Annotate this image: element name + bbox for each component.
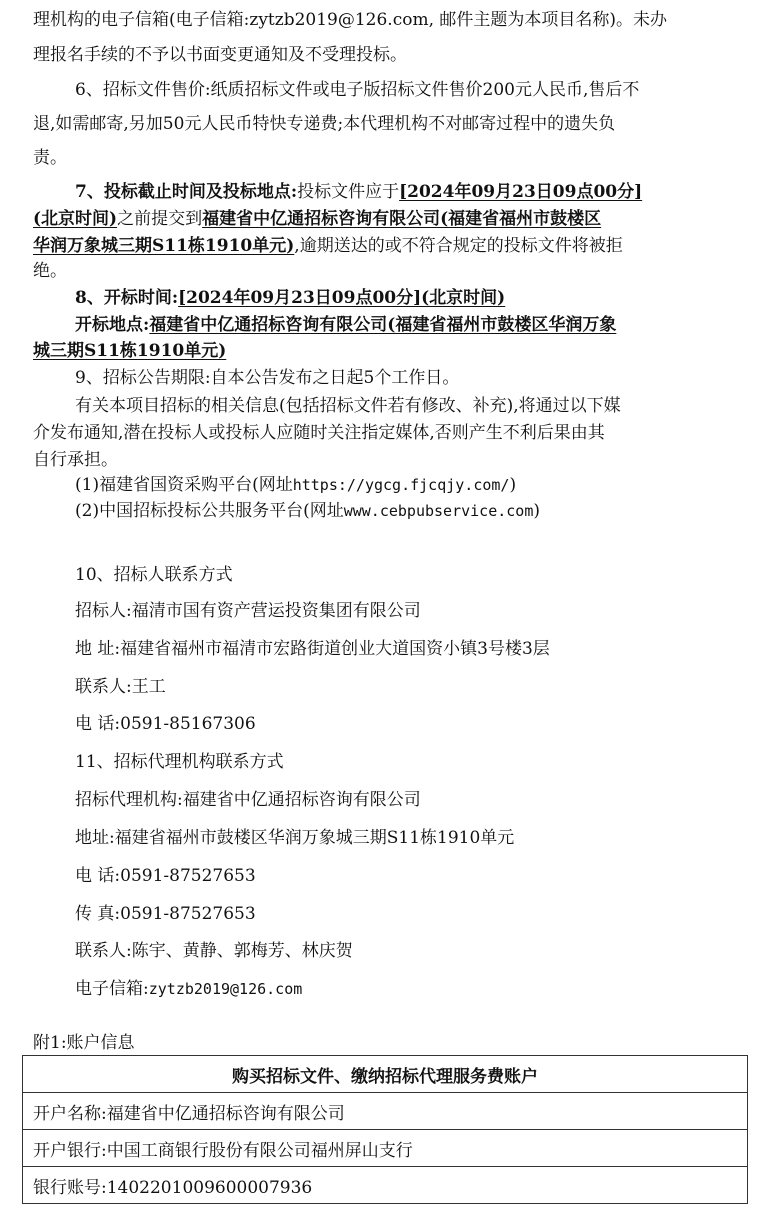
section-8-line3 [33, 339, 226, 363]
section-6-line1: 6、招标文件售价:纸质招标文件或电子版招标文件售价200元人民币,售后不 [75, 80, 640, 100]
account-table [22, 1055, 748, 1204]
table-row [23, 1130, 748, 1167]
opening-place-part2: 城三期S11栋1910单元) [33, 341, 227, 361]
opening-place-part1: 福建省中亿通招标咨询有限公司(福建省福州市鼓楼区华润万象 [149, 315, 617, 335]
agency: 招标代理机构:福建省中亿通招标咨询有限公司 [75, 790, 421, 810]
section-9-line2: 有关本项目招标的相关信息(包括招标文件若有修改、补充),将通过以下媒 [75, 396, 621, 416]
tenderer-address: 地 址:福建省福州市福清市宏路街道创业大道国资小镇3号楼3层 [75, 639, 550, 659]
section-7-line1 [75, 180, 642, 204]
section-7-mid: 之前提交到 [117, 209, 203, 229]
section-7-line3 [33, 234, 623, 258]
section-7-tail: ,逾期送达的或不符合规定的投标文件将被拒 [294, 236, 623, 256]
media-2-url: www.cebpubservice.com [343, 502, 534, 520]
agency-contact: 联系人:陈宇、黄静、郭梅芳、林庆贺 [75, 941, 353, 961]
account-table-header: 购买招标文件、缴纳招标代理服务费账户 [23, 1056, 748, 1093]
opening-place-label: 开标地点: [75, 315, 150, 335]
section-9-line3: 介发布通知,潜在投标人或投标人应随时关注指定媒体,否则产生不利后果由其 [33, 423, 605, 443]
section-11-title: 11、招标代理机构联系方式 [75, 752, 284, 772]
section-8-line2 [75, 313, 616, 337]
section-7-label: 7、投标截止时间及投标地点: [75, 182, 298, 202]
account-name: 开户名称:福建省中亿通招标咨询有限公司 [23, 1093, 748, 1130]
bid-place-part1: 福建省中亿通招标咨询有限公司(福建省福州市鼓楼区 [202, 209, 602, 229]
bid-deadline: [2024年09月23日09点00分] [399, 182, 643, 202]
media-item-1 [75, 473, 516, 497]
agency-email-label: 电子信箱: [75, 979, 149, 999]
paragraph-continued-line2: 理报名手续的不予以书面变更通知及不受理投标。 [33, 45, 407, 65]
account-bank: 开户银行:中国工商银行股份有限公司福州屏山支行 [23, 1130, 748, 1167]
section-7-text: 投标文件应于 [297, 182, 400, 202]
agency-fax: 传 真:0591-87527653 [75, 904, 256, 924]
section-10-title: 10、招标人联系方式 [75, 565, 233, 585]
opening-time: [2024年09月23日09点00分](北京时间) [178, 288, 506, 308]
tenderer-contact: 联系人:王工 [75, 677, 166, 697]
table-row [23, 1056, 748, 1093]
section-7-line2 [33, 207, 601, 231]
section-9-line4: 自行承担。 [33, 450, 118, 470]
media-2-label: (2)中国招标投标公共服务平台(网址 [75, 501, 344, 521]
agency-phone: 电 话:0591-87527653 [75, 866, 256, 886]
media-item-2 [75, 499, 540, 523]
section-7-line4: 绝。 [33, 261, 67, 281]
tenderer: 招标人:福清市国有资产营运投资集团有限公司 [75, 601, 421, 621]
table-row [23, 1093, 748, 1130]
section-8-label: 8、开标时间: [75, 288, 179, 308]
tenderer-phone: 电 话:0591-85167306 [75, 714, 256, 734]
agency-email-address: zytzb2019@126.com [148, 980, 303, 998]
paragraph-continued-line1: 理机构的电子信箱(电子信箱:zytzb2019@126.com, 邮件主题为本项目名称)。未办 [33, 10, 668, 30]
agency-address: 地址:福建省福州市鼓楼区华润万象城三期S11栋1910单元 [75, 828, 515, 848]
table-row [23, 1167, 748, 1204]
section-8-line1 [75, 286, 505, 310]
media-2-end: ) [533, 501, 541, 521]
account-number: 银行账号:1402201009600007936 [23, 1167, 748, 1204]
section-6-line2: 退,如需邮寄,另加50元人民币特快专递费;本代理机构不对邮寄过程中的遗失负 [33, 114, 616, 134]
appendix-title: 附1:账户信息 [33, 1033, 135, 1053]
beijing-time: (北京时间) [33, 209, 118, 229]
section-6-line3: 责。 [33, 148, 67, 168]
media-1-url: https://ygcg.fjcqjy.com/ [292, 476, 510, 494]
media-1-end: ) [509, 475, 517, 495]
media-1-label: (1)福建省国资采购平台(网址 [75, 475, 293, 495]
agency-email [75, 977, 302, 1001]
section-9-line1: 9、招标公告期限:自本公告发布之日起5个工作日。 [75, 368, 460, 388]
bid-place-part2: 华润万象城三期S11栋1910单元) [33, 236, 295, 256]
